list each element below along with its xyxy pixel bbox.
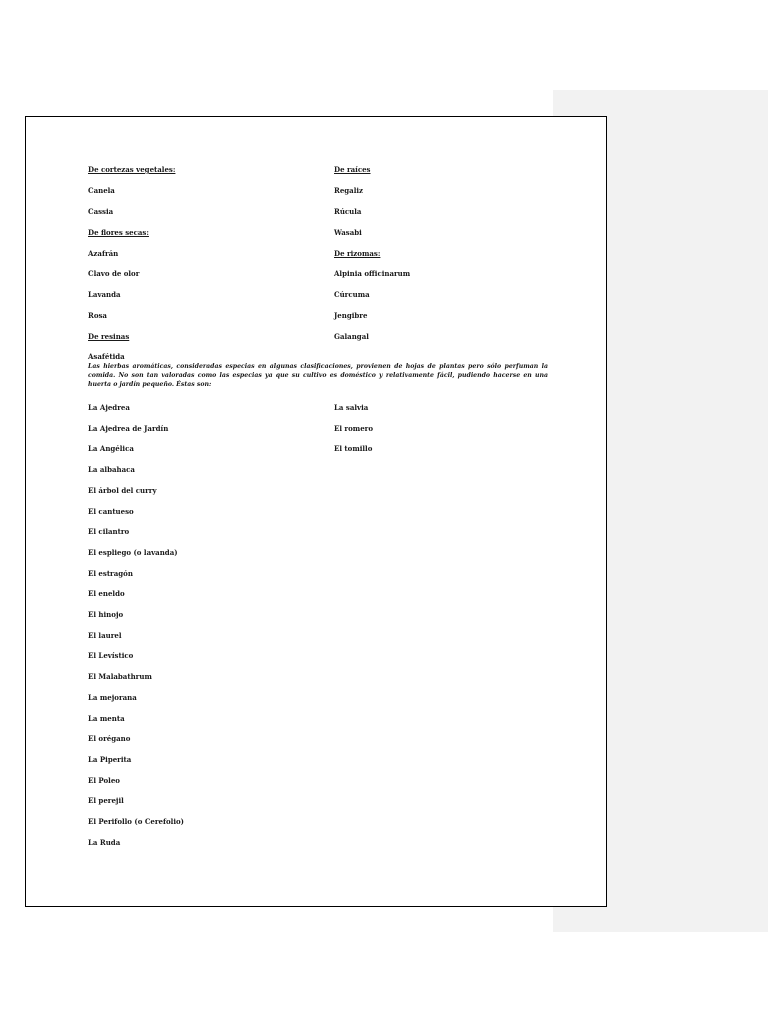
herb-item: La mejorana	[88, 692, 137, 702]
herb-item: El espliego (o lavanda)	[88, 547, 178, 557]
spice-alpinia: Alpinia officinarum	[334, 269, 411, 278]
herb-item: El estragón	[88, 568, 133, 578]
herb-item: La Angélica	[88, 444, 134, 454]
heading-flores: De flores secas:	[88, 228, 149, 237]
herb-item: El Levístico	[88, 651, 134, 661]
herb-item: La Ajedrea	[88, 403, 130, 412]
heading-raices: De raíces	[334, 165, 371, 174]
herbs-intro-paragraph: Las hierbas aromáticas, consideradas especias en algunas clasificaciones, provienen de hojas de plantas pero sólo perfuman la comida. No son tan valoradas como las especias ya que su cultivo es doméstico y relativamente fácil, pudiendo hacerse en una huerta o jardín pequeño. Éstas son:	[88, 363, 548, 388]
spice-canela: Canela	[88, 186, 115, 195]
herb-item: La Ajedrea de Jardín	[88, 423, 169, 433]
spice-curcuma: Cúrcuma	[334, 290, 370, 299]
herb-item: El Perifollo (o Cerefolio)	[88, 817, 184, 826]
herb-item: La Piperita	[88, 754, 132, 764]
herb-item: El romero	[334, 423, 374, 433]
spice-clavo: Clavo de olor	[88, 269, 140, 278]
herb-item: El orégano	[88, 734, 131, 744]
herb-item: El Poleo	[88, 775, 120, 785]
herb-item: El cantueso	[88, 506, 134, 516]
spice-wasabi: Wasabi	[334, 228, 362, 237]
spice-asafetida: Asafétida	[88, 352, 125, 361]
herb-item: El árbol del curry	[88, 485, 157, 495]
heading-resinas: De resinas	[88, 332, 130, 341]
spice-lavanda: Lavanda	[88, 290, 121, 299]
spice-rucula: Rúcula	[334, 207, 362, 216]
spice-galangal: Galangal	[334, 332, 369, 341]
herb-item: La salvia	[334, 403, 369, 412]
herb-item: El cilantro	[88, 527, 130, 537]
herb-item: El eneldo	[88, 589, 125, 599]
spice-jengibre: Jengibre	[334, 311, 368, 320]
herb-item: La menta	[88, 713, 125, 723]
herb-item: El laurel	[88, 630, 122, 640]
document-page	[25, 116, 607, 907]
herb-item: El hinojo	[88, 610, 124, 619]
heading-cortezas: De cortezas vegetales:	[88, 165, 176, 174]
heading-rizomas: De rizomas:	[334, 249, 381, 258]
herb-item: La albahaca	[88, 465, 135, 475]
spice-regaliz: Regaliz	[334, 186, 363, 195]
herb-item: El Malabathrum	[88, 672, 152, 682]
herb-item: La Ruda	[88, 837, 121, 847]
herb-item: El tomillo	[334, 444, 373, 454]
spice-cassia: Cassia	[88, 207, 114, 216]
spice-rosa: Rosa	[88, 311, 107, 320]
herb-item: El perejil	[88, 796, 124, 806]
spice-azafran: Azafrán	[88, 249, 119, 258]
